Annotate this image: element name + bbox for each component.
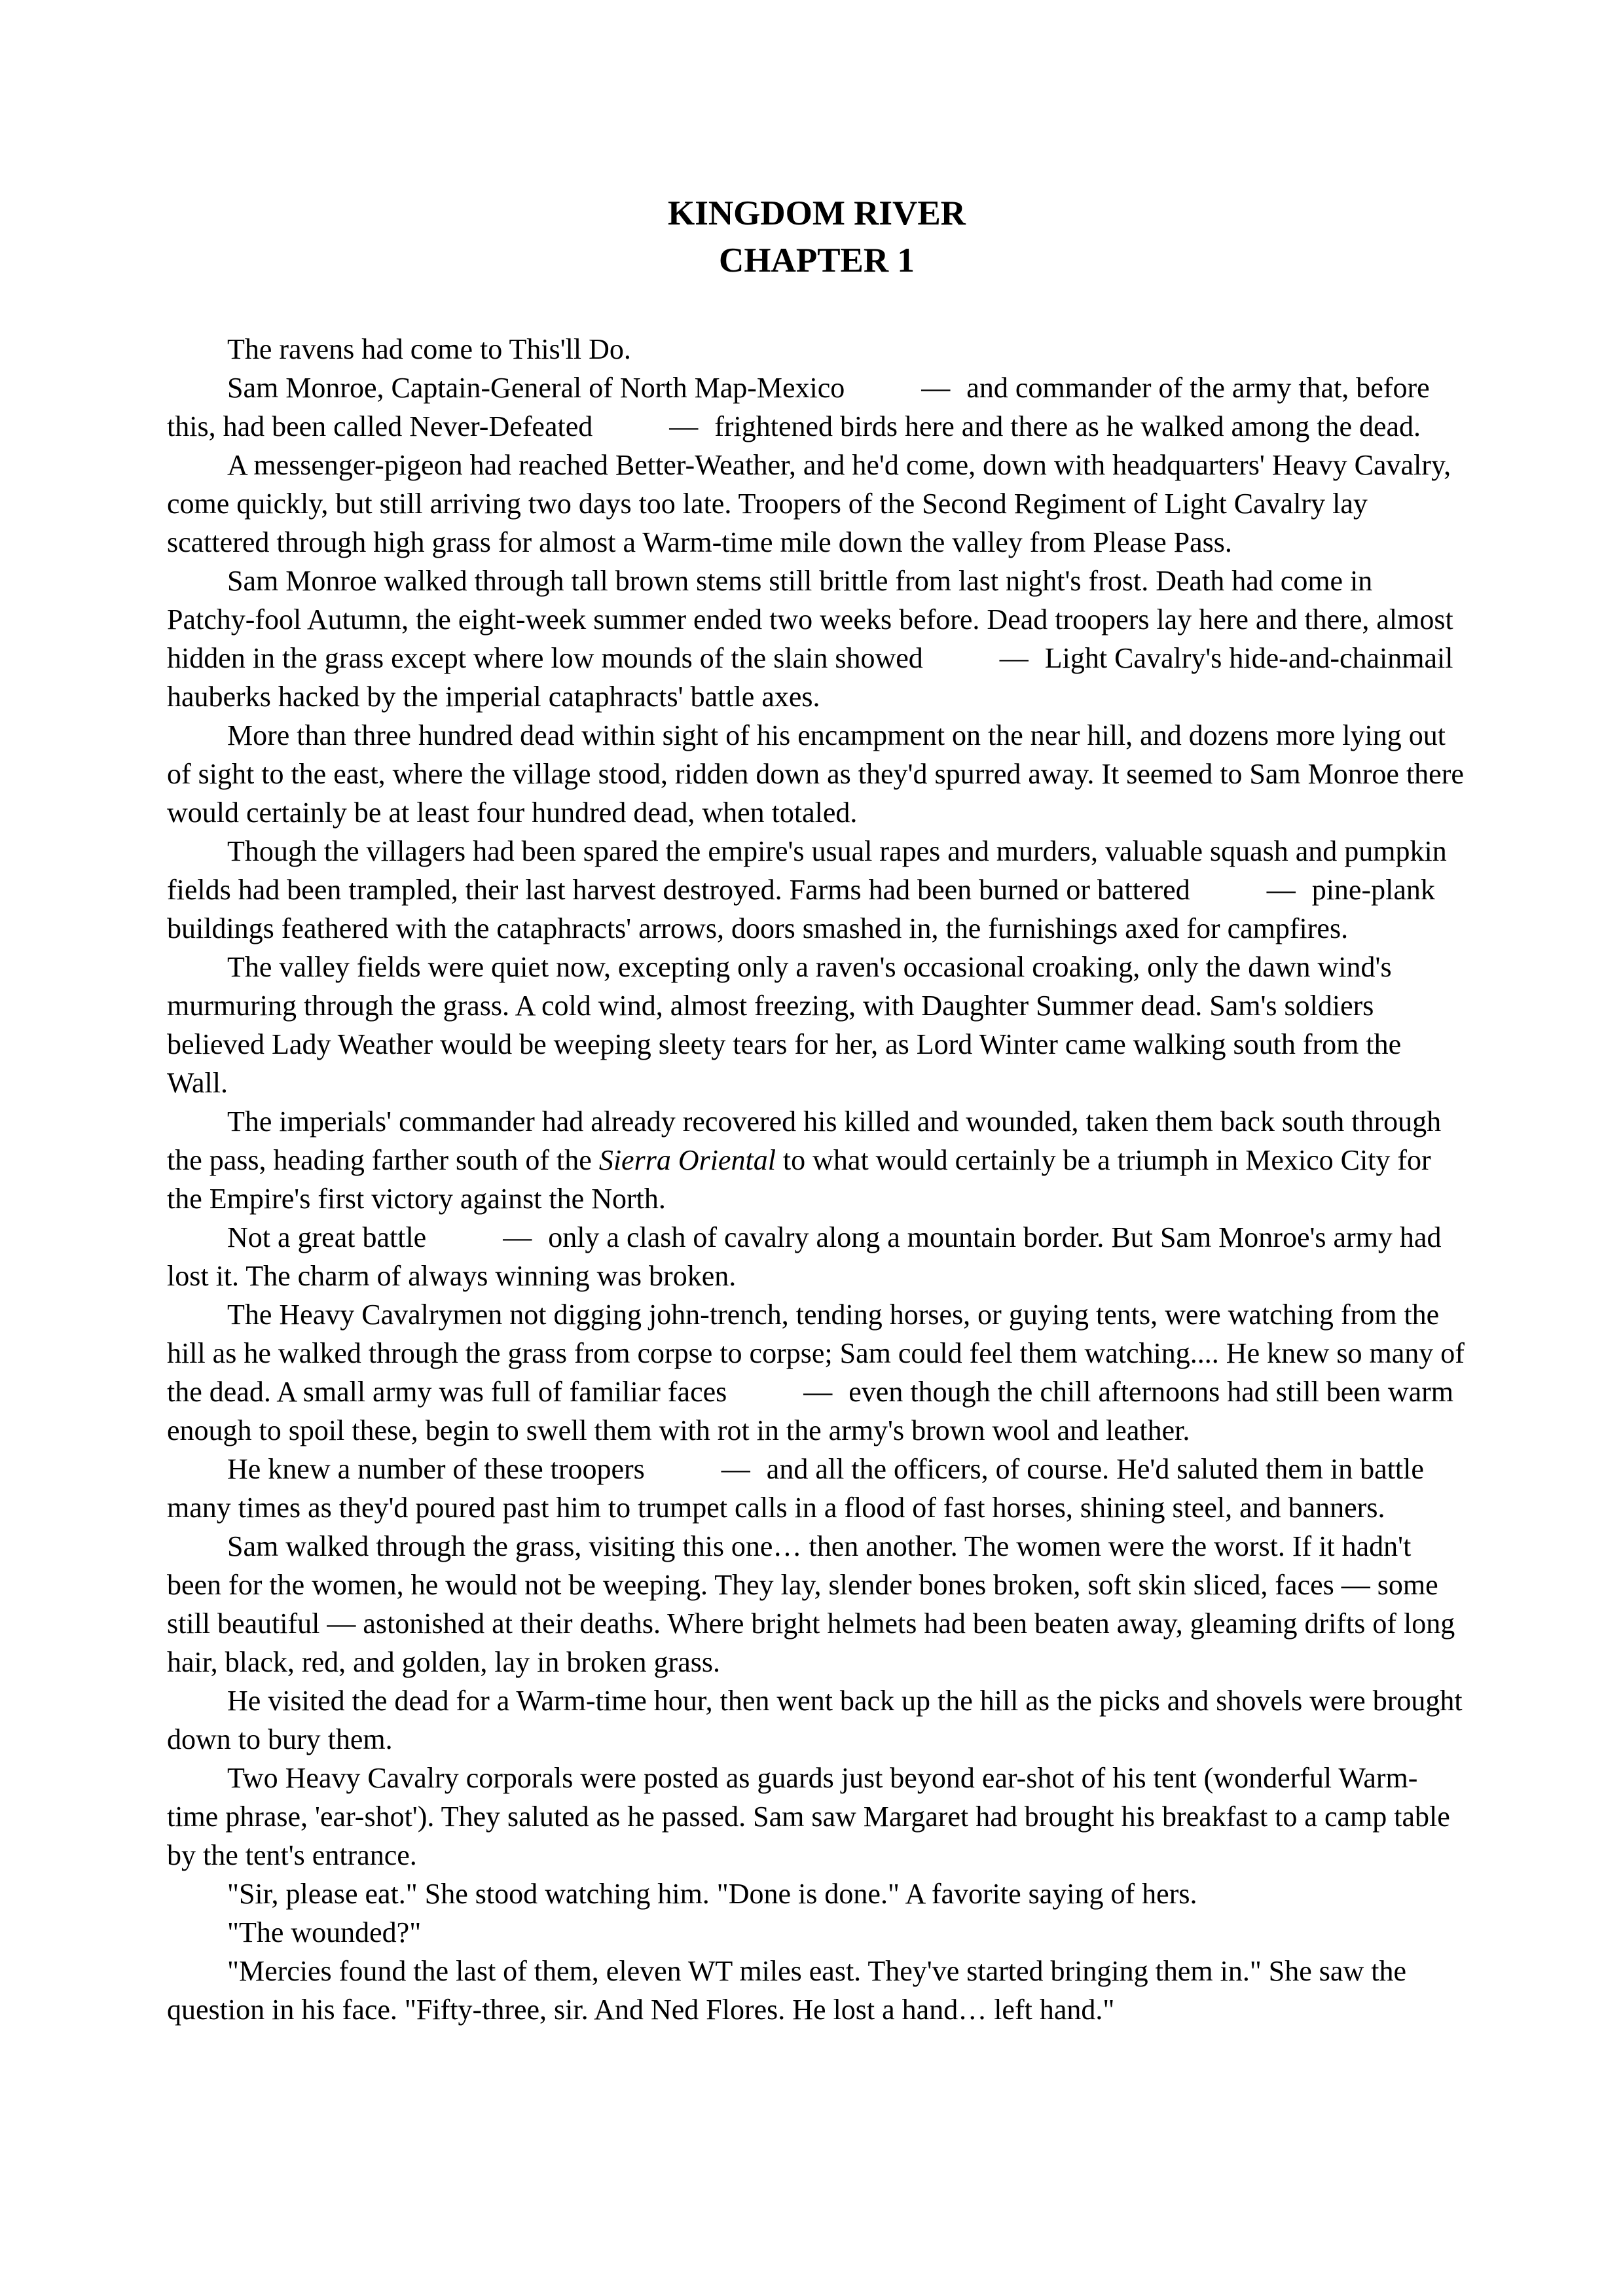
em-dash: — [1266,874,1296,906]
italic-text: Sierra Oriental [598,1144,776,1176]
chapter-body [167,330,1467,2029]
paragraph: "The wounded?" [227,1916,422,1948]
paragraph [167,832,1467,948]
document-page [167,190,1467,2029]
text-run: even though the chill afternoons had still been warm enough to spoil these, begin to swell them with rot in the army's brown wool and leather. [167,1376,1454,1446]
chapter-heading: CHAPTER 1 [719,242,915,279]
paragraph: The valley fields were quiet now, excepting only a raven's occasional croaking, only the dawn wind's murmuring through the grass. A cold wind, almost freezing, with Daughter Summer dead. Sam's soldiers believed Lady Weather would be weeping sleety tears for her, as Lord Winter came walking south from the Wall. [167,951,1402,1099]
text-run: pine-plank buildings feathered with the cataphracts' arrows, doors smashed in, the furnishings axed for campfires. [167,874,1435,944]
paragraph: Two Heavy Cavalry corporals were posted as guards just beyond ear-shot of his tent (wonderful Warm-time phrase, 'ear-shot'). They saluted as he passed. Sam saw Margaret had brought his breakfast to a camp table by the tent's entrance. [167,1762,1450,1871]
text-run: Sam Monroe, Captain-General of North Map-Mexico [227,372,852,404]
text-run: Sam Monroe walked through tall brown stems still brittle from last night's frost. Death had come in Patchy-fool Autumn, the eight-week summer ended two weeks before. Dead troopers lay here and there, almost hidden in the grass except where low mounds of the slain showed [167,565,1453,674]
paragraph [167,1102,1467,1218]
text-run: frightened birds here and there as he walked among the dead. [707,410,1421,442]
text-run: Light Cavalry's hide-and-chainmail hauberks hacked by the imperial cataphracts' battle axes. [167,642,1453,713]
text-run: and commander of the army that, before this, had been called Never-Defeated [167,372,1430,442]
paragraph [167,562,1467,716]
paragraph: A messenger-pigeon had reached Better-Weather, and he'd come, down with headquarters' Heavy Cavalry, come quickly, but still arriving two days too late. Troopers of the Second Regiment of Light Cavalry lay scattered through high grass for almost a Warm-time mile down the valley from Please Pass. [167,449,1451,558]
text-run: He knew a number of these troopers [227,1453,652,1485]
text-run: and all the officers, of course. He'd saluted them in battle many times as they'd poured past him to trumpet calls in a flood of fast horses, shining steel, and banners. [167,1453,1424,1524]
book-title: KINGDOM RIVER [668,194,966,232]
paragraph [167,1450,1467,1527]
text-run: to what would certainly be a triumph in Mexico City for the Empire's first victory against the North. [167,1144,1431,1215]
paragraph [167,1218,1467,1295]
em-dash: — [669,410,699,442]
paragraph: More than three hundred dead within sight of his encampment on the near hill, and dozens more lying out of sight to the east, where the village stood, ridden down as they'd spurred away. It seemed to Sam Monroe there would certainly be at least four hundred dead, when totaled. [167,719,1464,829]
paragraph [167,368,1467,446]
em-dash: — [721,1453,750,1485]
em-dash: — [999,642,1029,674]
paragraph: "Mercies found the last of them, eleven WT miles east. They've started bringing them in." She saw the question in his face. "Fifty-three, sir. And Ned Flores. He lost a hand… left hand." [167,1955,1406,2026]
text-run: The imperials' commander had already recovered his killed and wounded, taken them back south through the pass, heading farther south of the [167,1105,1442,1176]
text-run: The Heavy Cavalrymen not digging john-trench, tending horses, or guying tents, were watching from the hill as he walked through the grass from corpse to corpse; Sam could feel them watching.... He knew so many of the dead. A small army was full of familiar faces [167,1299,1465,1408]
em-dash: — [503,1221,532,1253]
text-run: Not a great battle [227,1221,434,1253]
paragraph [167,1295,1467,1450]
text-run: only a clash of cavalry along a mountain border. But Sam Monroe's army had lost it. The charm of always winning was broken. [167,1221,1442,1292]
text-run: Though the villagers had been spared the empire's usual rapes and murders, valuable squash and pumpkin fields had been trampled, their last harvest destroyed. Farms had been burned or battered [167,835,1447,906]
paragraph: "Sir, please eat." She stood watching him. "Done is done." A favorite saying of hers. [227,1878,1197,1910]
em-dash: — [921,372,951,404]
paragraph: Sam walked through the grass, visiting this one… then another. The women were the worst. If it hadn't been for the women, he would not be weeping. They lay, slender bones broken, soft skin sliced, faces — some still beautiful — astonished at their deaths. Where bright helmets had been beaten away, gleaming drifts of long hair, black, red, and golden, lay in broken grass. [167,1530,1455,1678]
paragraph: The ravens had come to This'll Do. [227,333,631,365]
em-dash: — [803,1376,833,1408]
paragraph: He visited the dead for a Warm-time hour, then went back up the hill as the picks and shovels were brought down to bury them. [167,1685,1463,1755]
